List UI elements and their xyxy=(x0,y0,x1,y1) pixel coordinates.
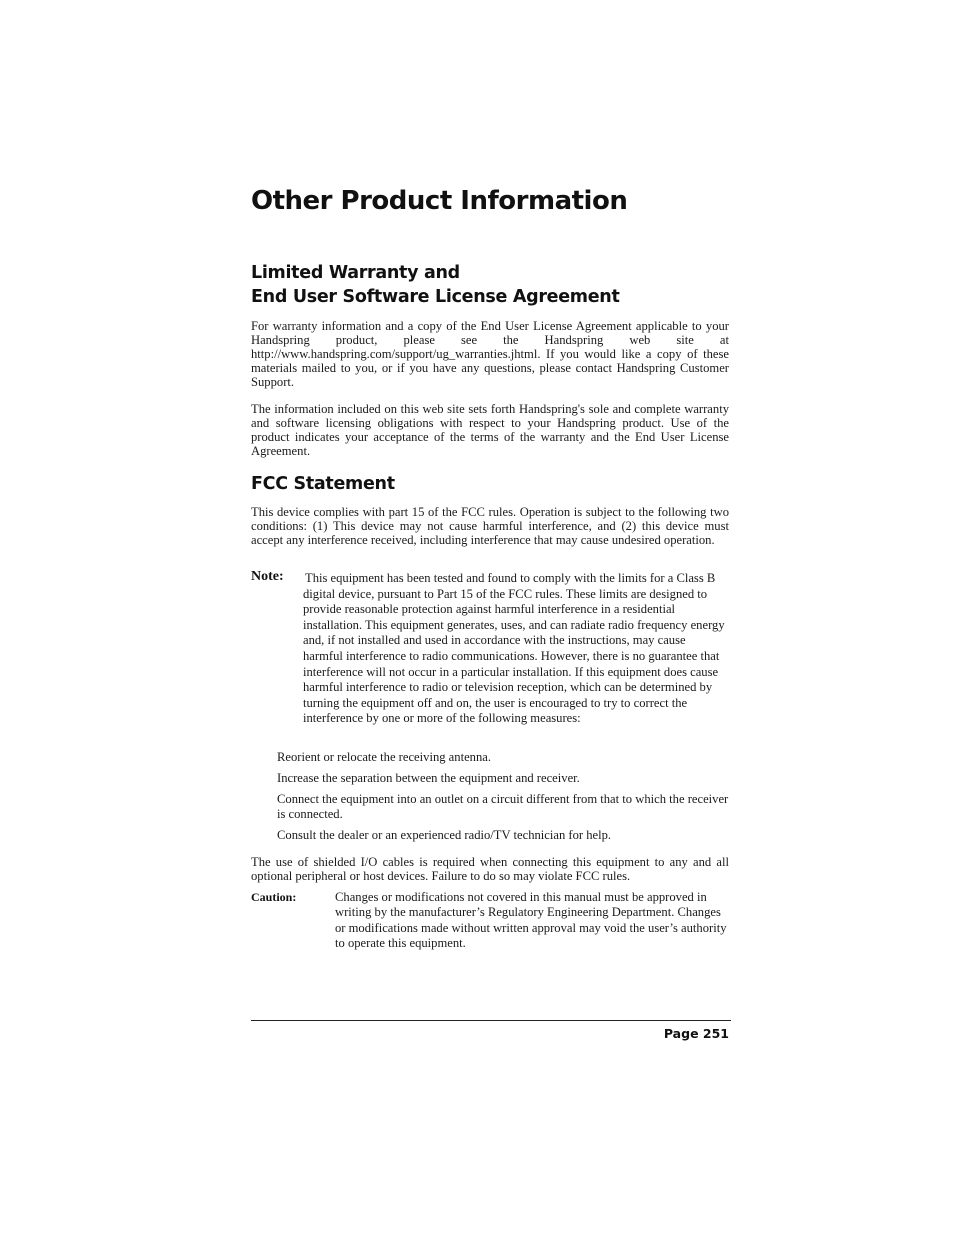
note-label: Note: xyxy=(251,569,284,584)
warranty-heading-line1: Limited Warranty and xyxy=(251,263,460,283)
caution-text: Changes or modifications not covered in this manual must be approved in writing by the manufacturer’s Regulatory Engineering Department. Changes or modifications made without written approval may void the user’s authority to operate this equipment. xyxy=(335,890,727,951)
measure-item: Consult the dealer or an experienced radio/TV technician for help. xyxy=(277,828,612,842)
warranty-heading-line2: End User Software License Agreement xyxy=(251,287,620,307)
page-title: Other Product Information xyxy=(251,186,628,216)
fcc-heading-text: FCC Statement xyxy=(251,474,395,494)
caution-label: Caution: xyxy=(251,890,297,904)
note-text: This equipment has been tested and found to comply with the limits for a Class B digital device, pursuant to Part 15 of the FCC rules. These limits are designed to provide reasonable protection against harmful interference in a residential installation. This equipment generates, uses, and can radiate radio frequency energy and, if not installed and used in accordance with the instructions, may cause harmful interference to radio communications. However, there is no guarantee that interference will not occur in a particular installation. If this equipment does cause harmful interference to radio or television reception, which can be determined by turning the equipment off and on, the user is encouraged to try to correct the interference by one or more of the following measures: xyxy=(303,571,725,726)
fcc-paragraph-1: This device complies with part 15 of the FCC rules. Operation is subject to the following two conditions: (1) This device may not cause harmful interference, and (2) this device must accept any interference received, including interference that may cause undesired operation. xyxy=(251,505,729,548)
warranty-heading xyxy=(251,261,729,309)
measure-item: Increase the separation between the equipment and receiver. xyxy=(277,771,580,785)
measure-item: Connect the equipment into an outlet on a circuit different from that to which the receiver is connected. xyxy=(277,792,729,822)
measure-item: Reorient or relocate the receiving antenna. xyxy=(277,750,491,764)
fcc-heading xyxy=(251,472,729,496)
note-body xyxy=(303,571,727,727)
warranty-paragraph-2: The information included on this web site sets forth Handspring's sole and complete warranty and software licensing obligations with respect to your Handspring product. Use of the product indicates your acceptance of the terms of the warranty and the End User License Agreement. xyxy=(251,402,729,459)
fcc-paragraph-2: The use of shielded I/O cables is required when connecting this equipment to any and all optional peripheral or host devices. Failure to do so may violate FCC rules. xyxy=(251,855,729,884)
warranty-paragraph-1: For warranty information and a copy of the End User License Agreement applicable to your Handspring product, please see the Handspring web site at http://www.handspring.com/support/ug_warranties.jhtml. If you would like a copy of these materials mailed to you, or if you have any questions, please contact Handspring Customer Support. xyxy=(251,319,729,390)
footer-divider xyxy=(251,1020,731,1021)
page-number: Page 251 xyxy=(663,1026,729,1041)
